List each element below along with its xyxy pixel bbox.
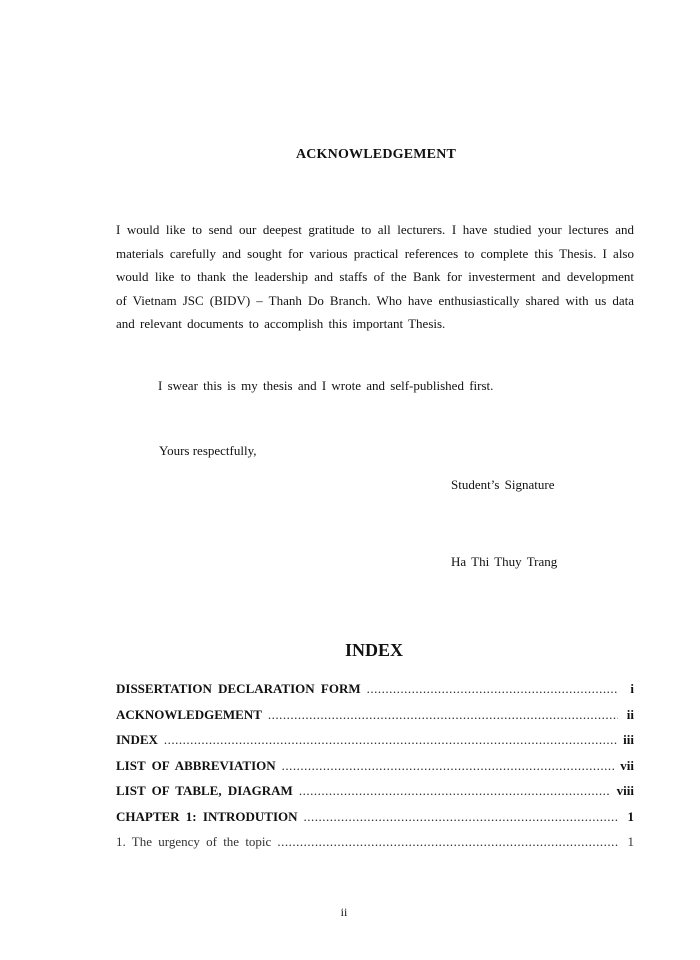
toc-entry-table-diagram[interactable] [116, 783, 634, 809]
page-number: ii [340, 905, 348, 919]
toc-leader-dots [164, 732, 617, 748]
toc-entry-page: viii [616, 783, 634, 798]
swear-statement: I swear this is my thesis and I wrote and self-published first. [158, 378, 494, 393]
toc-leader-dots [299, 783, 611, 799]
toc-entry-acknowledgement[interactable] [116, 707, 634, 733]
toc-entry-label: LIST OF ABBREVIATION [116, 757, 276, 773]
toc-entry-urgency[interactable] [116, 834, 634, 860]
toc-leader-dots [277, 834, 618, 850]
toc-leader-dots [268, 707, 618, 723]
toc-entry-index[interactable] [116, 732, 634, 758]
toc-entry-abbreviation[interactable] [116, 758, 634, 784]
toc-entry-page: 1 [627, 808, 634, 824]
toc-entry-label: ACKNOWLEDGEMENT [116, 706, 262, 722]
toc-entry-page: ii [626, 706, 634, 722]
toc-entry-page: i [630, 681, 634, 696]
index-title: INDEX [344, 640, 403, 660]
toc-leader-dots [304, 809, 618, 825]
toc-leader-dots [367, 681, 618, 697]
toc-entry-page: 1 [627, 834, 634, 849]
toc-entry-label: CHAPTER 1: INTRODUTION [116, 808, 298, 824]
toc-entry-label: DISSERTATION DECLARATION FORM [116, 681, 361, 696]
toc-entry-label: INDEX [116, 732, 158, 747]
toc-entry-chapter-1[interactable] [116, 809, 634, 835]
toc-entry-page: iii [623, 732, 634, 747]
table-of-contents [116, 681, 634, 860]
toc-leader-dots [282, 758, 615, 774]
toc-entry-label: LIST OF TABLE, DIAGRAM [116, 783, 293, 798]
student-name: Ha Thi Thuy Trang [451, 554, 558, 569]
toc-entry-page: vii [620, 757, 634, 773]
acknowledgement-title: ACKNOWLEDGEMENT [295, 147, 457, 162]
acknowledgement-paragraph: I would like to send our deepest gratitude to all lecturers. I have studied your lectures and materials carefully and sought for various practical references to complete this Thesis. I also would like to thank the leadership and staffs of the Bank for investerment and development of Vietnam JSC (BIDV) – Thanh Do Branch. Who have enthusiastically shared with us data and relevant documents to accomplish this important Thesis. [116, 222, 634, 331]
toc-entry-label: 1. The urgency of the topic [116, 834, 272, 849]
signature-label: Student’s Signature [451, 477, 555, 492]
toc-entry-declaration[interactable] [116, 681, 634, 707]
closing-line: Yours respectfully, [159, 443, 257, 458]
